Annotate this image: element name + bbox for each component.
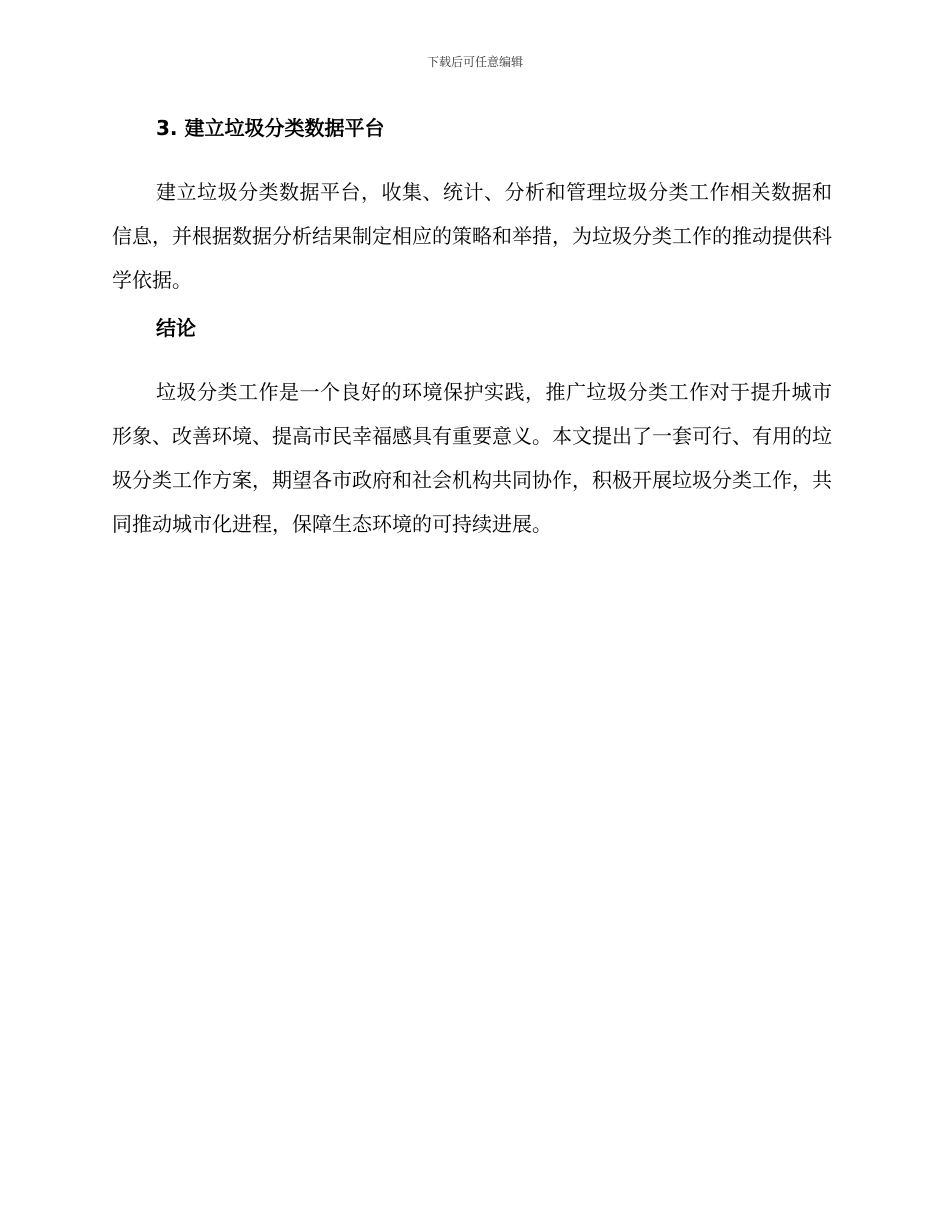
paragraph-data-platform: 建立垃圾分类数据平台，收集、统计、分析和管理垃圾分类工作相关数据和信息，并根据数据分析结果制定相应的策略和举措，为垃圾分类工作的推动提供科学依据。: [112, 180, 832, 292]
section-heading-data-platform: 3. 建立垃圾分类数据平台: [156, 116, 385, 140]
section-heading-conclusion: 结论: [156, 316, 196, 340]
spacer: [112, 144, 832, 170]
paragraph-conclusion: 垃圾分类工作是一个良好的环境保护实践，推广垃圾分类工作对于提升城市形象、改善环境、提高市民幸福感具有重要意义。本文提出了一套可行、有用的垃圾分类工作方案，期望各市政府和社会机构共同协作，积极开展垃圾分类工作，共同推动城市化进程，保障生态环境的可持续进展。: [112, 380, 832, 536]
document-body: [112, 112, 832, 546]
page-header-note: 下载后可任意编辑: [426, 55, 523, 69]
spacer: [112, 344, 832, 370]
spacer: [112, 302, 832, 312]
